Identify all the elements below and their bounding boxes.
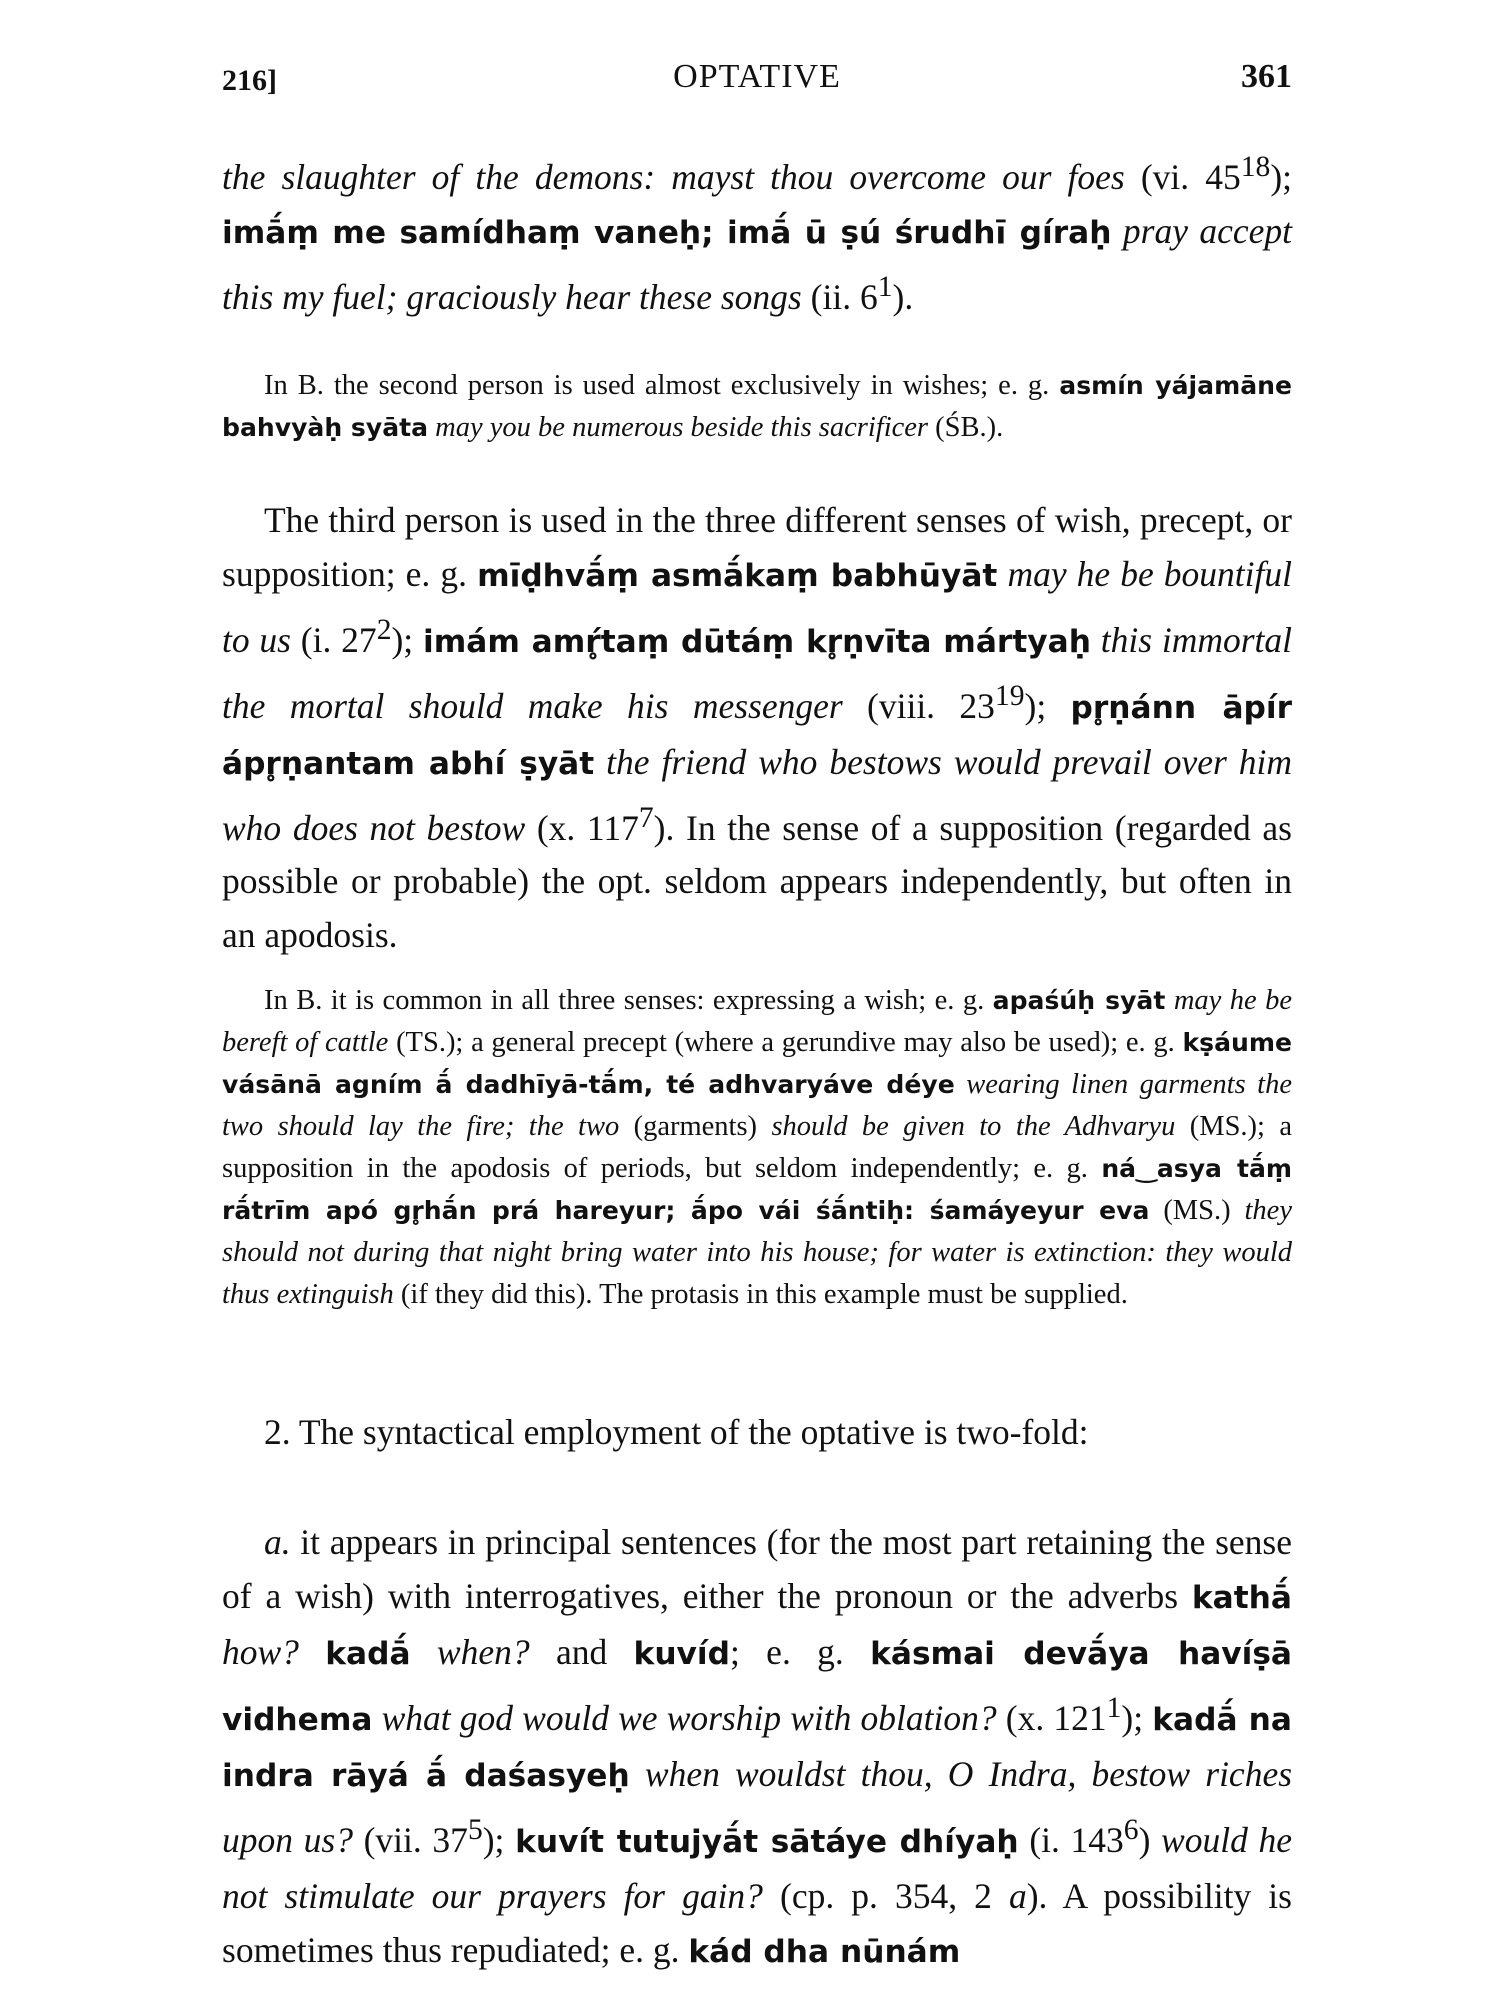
section-number: 216] (222, 64, 277, 97)
paragraph-third-person: The third person is used in the three different senses of wish, precept, or supposition; e. g. mīḍhvā́ṃ asmā́kaṃ babhūyāt may he be bountiful to us (i. $27^2$); imám amŕ̥taṃ dūtáṃ kr̥ṇvīta mártyaḥ this immortal the mortal should make his messenger (viii. $23^{19}$); pr̥ṇánn āpír ápr̥ṇantam abhí ṣyāt the friend who bestows would prevail over him who does not bestow (x. $117^7$). In the sense of a supposition (regarded as possible or probable) the opt. seldom appears independently, but often in an apodosis. (222, 500, 1293, 956)
page-title: OPTATIVE (673, 58, 841, 95)
page-number: 361 (1241, 58, 1292, 95)
paragraph-continuation: the slaughter of the demons: mayst thou overcome our foes (vi. $45^{18}$); imā́ṃ me samídhaṃ vaneḥ; imā́ ū ṣú śrudhī gíraḥ pray accept this my fuel; graciously hear these songs (ii. $6^1$). (222, 151, 1293, 317)
note-brahmana-usage: In B. it is common in all three senses: expressing a wish; e. g. apaśúḥ syāt may he be bereft of cattle (TS.); a general precept (where a gerundive may also be used); e. g. kṣáume vásānā agním ā́ dadhīyā-tā́m, té adhvaryáve déye wearing linen garments the two should lay the fire; the two (garments) should be given to the Adhvaryu (MS.); a supposition in the apodosis of periods, but seldom independently; e. g. ná‿asya tā́ṃ rā́trīm apó gr̥hā́n prá hareyur; ā́po vái śā́ntiḥ: śamáyeyur eva (MS.) they should not during that night bring water into his house; for water is extinction: they would thus extinguish (if they did this). The protasis in this example must be supplied. (222, 985, 1293, 1310)
note-second-person: In B. the second person is used almost exclusively in wishes; e. g. asmín yájamāne bahvyàḥ syāta may you be numerous beside this sacrificer (ŚB.). (222, 370, 1292, 443)
section-2-heading: 2. The syntactical employment of the optative is two-fold: (264, 1412, 1089, 1452)
running-header (222, 58, 1292, 108)
paragraph-interrogatives: a. it appears in principal sentences (for the most part retaining the sense of a wish) with interrogatives, either the pronoun or the adverbs kathā́ how? kadā́ when? and kuvíd; e. g. kásmai devā́ya havíṣā vidhema what god would we worship with oblation? (x. $121^1$); kadā́ na indra rāyá ā́ daśasyeḥ when wouldst thou, O Indra, bestow riches upon us? (vii. $37^5$); kuvít tutujyā́t sātáye dhíyaḥ (i. $143^6$) would he not stimulate our prayers for gain? (cp. p. 354, 2 a). A possibility is sometimes thus repudiated; e. g. kád dha nūnám (222, 1522, 1293, 1970)
